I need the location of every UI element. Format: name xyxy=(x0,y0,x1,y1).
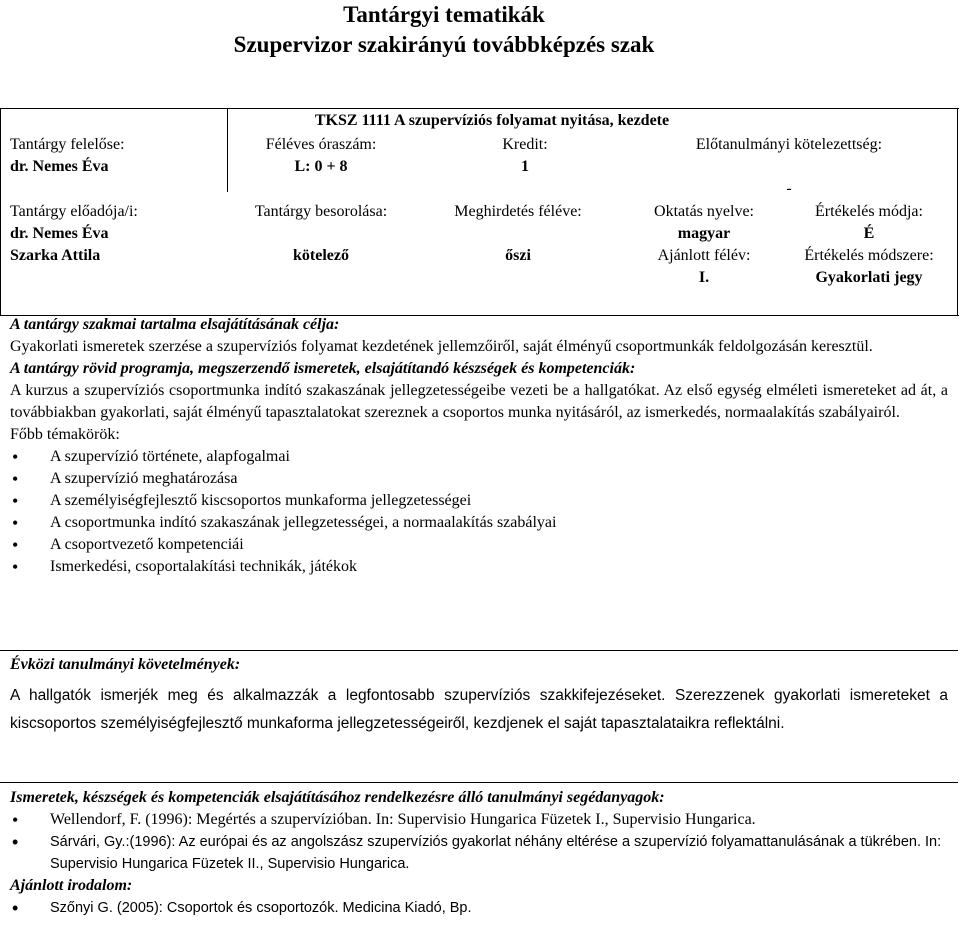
recommended-value: I. xyxy=(698,269,710,286)
program-heading: A tantárgy rövid programja, megszerzendő ismeretek, elsajátítandó készségek és kompetenciák: xyxy=(10,360,636,377)
table-border-top xyxy=(1,108,959,109)
lecturer-2: Szarka Attila xyxy=(10,247,101,264)
topics-label: Főbb témakörök: xyxy=(10,426,120,443)
requirements-text: A hallgatók ismerjék meg és alkalmazzák a legfontosabb szupervíziós szakkifejezéseket. Szerezzenek gyakorlati ismereteket a kiscsoportos személyiségfejlesztő munkaforma jellegzetességeiről, kezdjenek el saját tapasztalataikra reflektálni. xyxy=(10,687,948,732)
prereq-value: - xyxy=(786,180,792,197)
hours-value: L: 0 + 8 xyxy=(294,158,348,175)
hours-label: Féléves óraszám: xyxy=(265,136,377,153)
prereq-label: Előtanulmányi kötelezettség: xyxy=(695,136,883,153)
topics-list xyxy=(10,446,948,578)
section-divider xyxy=(0,782,958,783)
program-text: A kurzus a szupervíziós csoportmunka indító szakaszának jellegzetességeibe vezeti be a hallgatókat. Az első egység elméleti ismereteket ad át, a továbbiakban gyakorlati, saját élményű tapasztalatokat szereznek a csoportos munka nyitásáról, az ismerkedés, normaalakítás szabályairól. xyxy=(10,382,948,421)
section-divider xyxy=(0,650,958,651)
lecturer-1: dr. Nemes Éva xyxy=(10,225,109,242)
language-value: magyar xyxy=(677,225,731,242)
list-item: • Szőnyi G. (2005): Csoportok és csoportozók. Medicina Kiadó, Bp. xyxy=(10,897,948,919)
requirements-section xyxy=(10,654,948,676)
list-item: • A személyiségfejlesztő kiscsoportos munkaforma jellegzetességei xyxy=(10,490,948,512)
literature-list xyxy=(10,897,948,919)
list-item: • A szupervízió története, alapfogalmai xyxy=(10,446,948,468)
classification-value: kötelező xyxy=(293,247,349,264)
course-content xyxy=(10,314,948,578)
list-item: • A szupervízió meghatározása xyxy=(10,468,948,490)
list-item: • Sárvári, Gy.:(1996): Az európai és az angolszász szupervíziós gyakorlat néhány eltérése a szupervízió folyamattanulásának a tükrében. In: Supervisio Hungarica Füzetek II., Supervisio Hungarica. xyxy=(10,831,948,875)
goal-heading: A tantárgy szakmai tartalma elsajátításának célja: xyxy=(10,316,340,333)
language-label: Oktatás nyelve: xyxy=(654,203,754,220)
materials-list xyxy=(10,809,948,875)
literature-heading: Ajánlott irodalom: xyxy=(10,877,133,894)
eval-method-value: Gyakorlati jegy xyxy=(815,269,923,286)
eval-type-label: Értékelés módja: xyxy=(815,203,923,220)
page-subtitle: Szupervizor szakirányú továbbképzés szak xyxy=(233,32,655,57)
requirements-heading: Évközi tanulmányi követelmények: xyxy=(10,656,241,673)
list-item: • A csoportmunka indító szakaszának jellegzetességei, a normaalakítás szabályai xyxy=(10,512,948,534)
eval-type-value: É xyxy=(863,225,875,242)
semester-label: Meghirdetés féléve: xyxy=(454,203,582,220)
recommended-label: Ajánlott félév: xyxy=(657,247,751,264)
course-info-table xyxy=(0,108,958,316)
credit-value: 1 xyxy=(521,158,529,175)
materials-section xyxy=(10,787,948,919)
semester-value: őszi xyxy=(505,247,531,264)
list-item: • Wellendorf, F. (1996): Megértés a szupervízióban. In: Supervisio Hungarica Füzetek I., Supervisio Hungarica. xyxy=(10,809,948,831)
credit-label: Kredit: xyxy=(502,136,548,153)
list-item: • Ismerkedési, csoportalakítási technikák, játékok xyxy=(10,556,948,578)
responsible-label: Tantárgy felelőse: xyxy=(10,136,125,153)
materials-heading: Ismeretek, készségek és kompetenciák elsajátításához rendelkezésre álló tanulmányi segédanyagok: xyxy=(10,789,665,806)
lecturer-label: Tantárgy előadója/i: xyxy=(10,203,138,220)
eval-method-label: Értékelés módszere: xyxy=(804,247,934,264)
classification-label: Tantárgy besorolása: xyxy=(254,203,388,220)
goal-text: Gyakorlati ismeretek szerzése a szupervíziós folyamat kezdetének jellemzőiről, saját élményű csoportmunkák feldolgozásán keresztül. xyxy=(10,338,873,355)
page-title: Tantárgyi tematikák xyxy=(343,2,545,27)
list-item: • A csoportvezető kompetenciái xyxy=(10,534,948,556)
course-code-title: TKSZ 1111 A szupervíziós folyamat nyitása, kezdete xyxy=(314,112,670,129)
responsible-value: dr. Nemes Éva xyxy=(10,158,109,175)
